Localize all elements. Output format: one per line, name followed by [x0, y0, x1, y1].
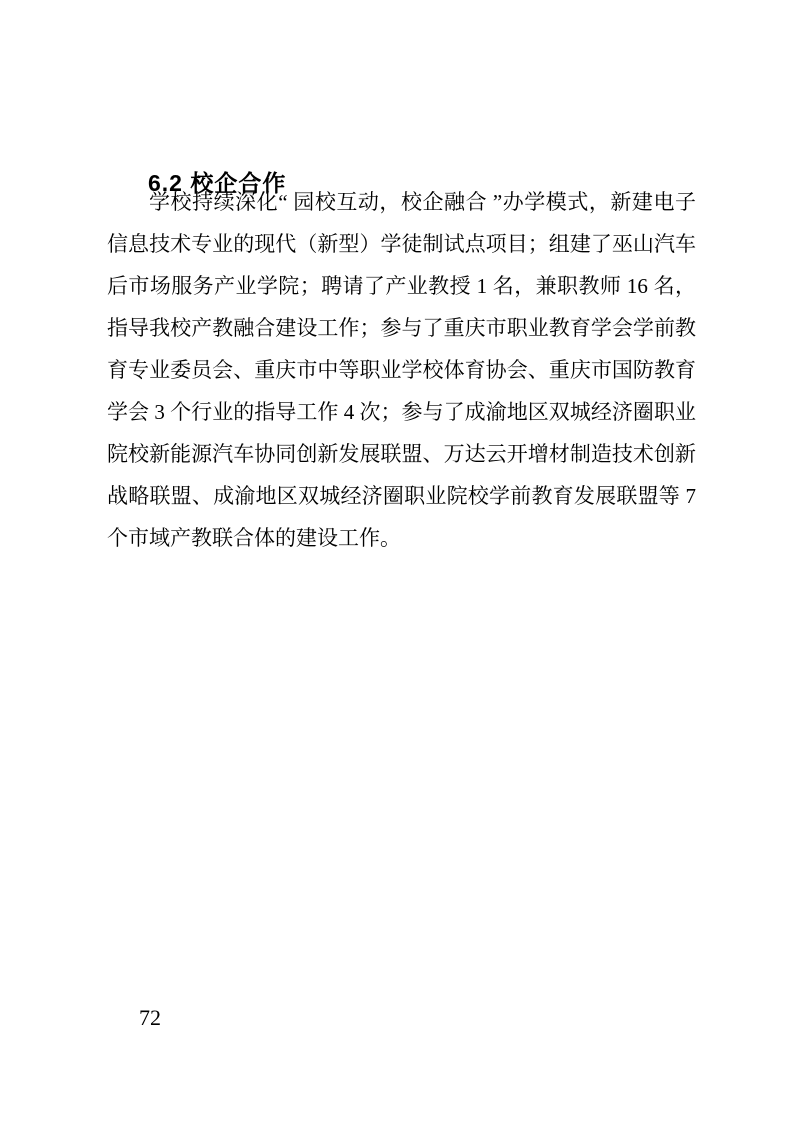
paragraph-line: 信息技术专业的现代（新型）学徒制试点项目；组建了巫山汽车: [107, 232, 696, 256]
paragraph-line: 后市场服务产业学院；聘请了产业教授 1 名，兼职教师 16 名，: [107, 274, 696, 298]
paragraph-line: 战略联盟、成渝地区双城经济圈职业院校学前教育发展联盟等 7: [107, 484, 696, 508]
section-heading: 6.2 校企合作: [148, 170, 287, 197]
paragraph-line: 个市域产教联合体的建设工作。: [107, 526, 401, 550]
paragraph-line: 学会 3 个行业的指导工作 4 次；参与了成渝地区双城经济圈职业: [107, 400, 696, 424]
paragraph-line: 院校新能源汽车协同创新发展联盟、万达云开增材制造技术创新: [107, 442, 696, 466]
paragraph-line: 指导我校产教融合建设工作；参与了重庆市职业教育学会学前教: [107, 316, 696, 340]
page-number: 72: [139, 1005, 161, 1030]
body-paragraph: [107, 181, 696, 559]
paragraph-line: 育专业委员会、重庆市中等职业学校体育协会、重庆市国防教育: [107, 358, 696, 382]
paragraph-line: 学校持续深化“ 园校互动，校企融合 ”办学模式，新建电子: [149, 190, 696, 214]
